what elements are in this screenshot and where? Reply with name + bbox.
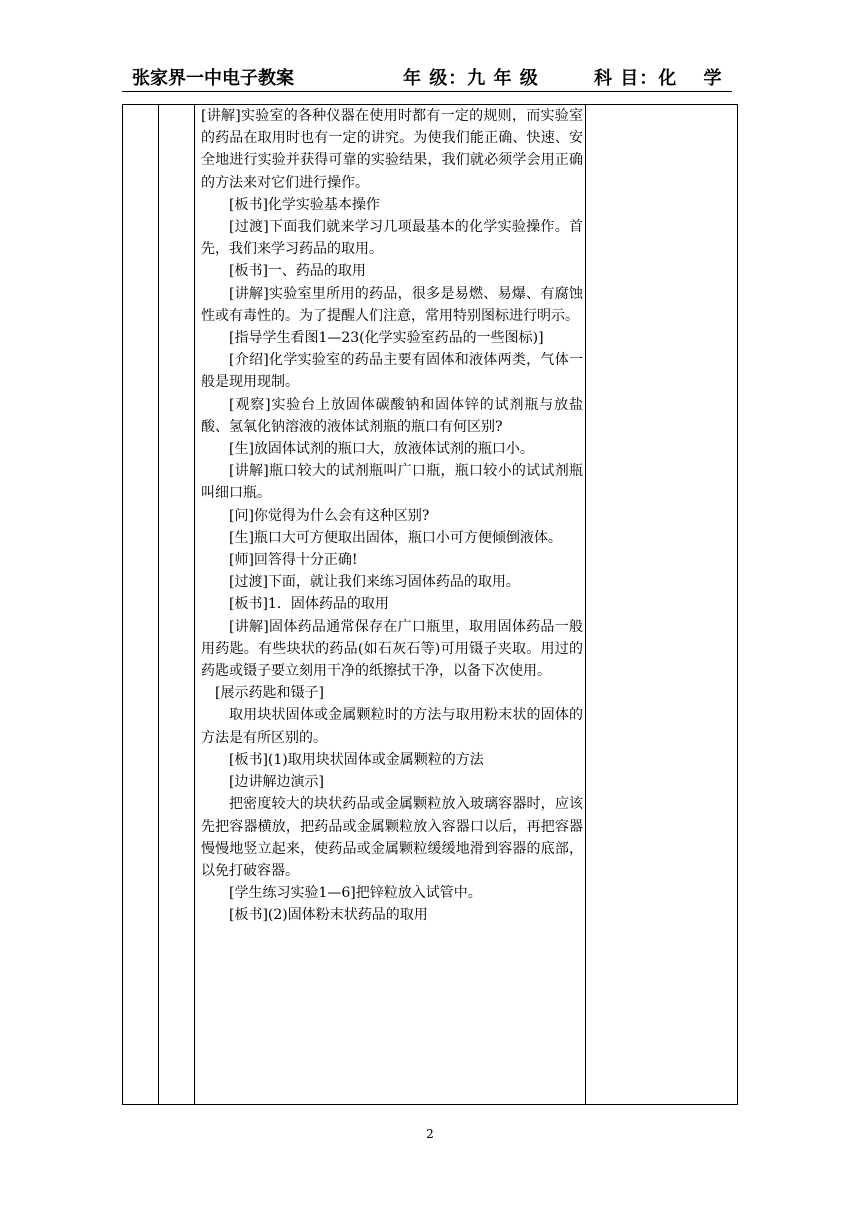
lesson-paragraph: [讲解]实验室里所用的药品，很多是易燃、易爆、有腐蚀性或有毒性的。为了提醒人们注意，常用特别图标进行明示。 xyxy=(201,285,583,324)
lesson-paragraph: [过渡]下面，就让我们来练习固体药品的取用。 xyxy=(229,574,520,591)
lesson-paragraph: [讲解]固体药品通常保存在广口瓶里，取用固体药品一般用药匙。有些块状的药品(如石灰石等)可用镊子夹取。用过的药匙或镊子要立刻用干净的纸擦拭干净，以备下次使用。 xyxy=(201,618,583,680)
column-divider xyxy=(194,105,195,1104)
lesson-paragraph: [板书]1．固体药品的取用 xyxy=(229,596,389,613)
lesson-paragraph: [生]瓶口大可方便取出固体，瓶口小可方便倾倒液体。 xyxy=(229,529,562,546)
header-rule xyxy=(122,91,732,92)
lesson-paragraph: [问]你觉得为什么会有这种区别? xyxy=(229,507,430,524)
lesson-paragraph: [讲解]瓶口较大的试剂瓶叫广口瓶，瓶口较小的试试剂瓶叫细口瓶。 xyxy=(201,463,583,502)
page-header xyxy=(122,64,730,90)
lesson-paragraph: [生]放固体试剂的瓶口大，放液体试剂的瓶口小。 xyxy=(229,441,534,458)
lesson-paragraph: [介绍]化学实验室的药品主要有固体和液体两类，气体一般是现用现制。 xyxy=(201,352,583,391)
lesson-paragraph: [过渡]下面我们就来学习几项最基本的化学实验操作。首先，我们来学习药品的取用。 xyxy=(201,219,583,258)
lesson-paragraph: [观察]实验台上放固体碳酸钠和固体锌的试剂瓶与放盐酸、氢氧化钠溶液的液体试剂瓶的瓶口有何区别? xyxy=(201,396,583,435)
lesson-paragraph: [师]回答得十分正确! xyxy=(229,552,358,569)
lesson-paragraph: [展示药匙和镊子] xyxy=(215,685,324,702)
lesson-paragraph: [板书](1)取用块状固体或金属颗粒的方法 xyxy=(229,751,484,768)
grade-label: 年 级：九 年 级 xyxy=(403,68,539,89)
column-divider xyxy=(158,105,159,1104)
school-name: 张家界一中电子教案 xyxy=(132,68,294,89)
lesson-paragraph: [指导学生看图1—23(化学实验室药品的一些图标)] xyxy=(229,330,544,347)
lesson-paragraph: 把密度较大的块状药品或金属颗粒放入玻璃容器时，应该先把容器横放，把药品或金属颗粒放入容器口以后，再把容器慢慢地竖立起来，使药品或金属颗粒缓缓地滑到容器的底部，以免打破容器。 xyxy=(201,796,583,879)
lesson-paragraph: [板书](2)固体粉末状药品的取用 xyxy=(229,907,428,924)
lesson-paragraph: [板书]一、药品的取用 xyxy=(229,263,366,280)
lesson-paragraph: [讲解]实验室的各种仪器在使用时都有一定的规则，而实验室的药品在取用时也有一定的讲究。为使我们能正确、快速、安全地进行实验并获得可靠的实验结果，我们就必须学会用正确的方法来对它们进行操作。 xyxy=(201,108,583,191)
subject-label: 科 目：化 学 xyxy=(594,68,723,89)
lesson-paragraph: [边讲解边演示] xyxy=(229,774,324,791)
page-number: 2 xyxy=(426,1127,434,1141)
lesson-paragraph: [板书]化学实验基本操作 xyxy=(229,196,380,213)
lesson-paragraph: 取用块状固体或金属颗粒时的方法与取用粉末状的固体的方法是有所区别的。 xyxy=(201,707,583,746)
lesson-paragraph: [学生练习实验1—6]把锌粒放入试管中。 xyxy=(229,885,482,902)
column-divider xyxy=(585,105,586,1104)
lesson-content xyxy=(201,105,583,927)
